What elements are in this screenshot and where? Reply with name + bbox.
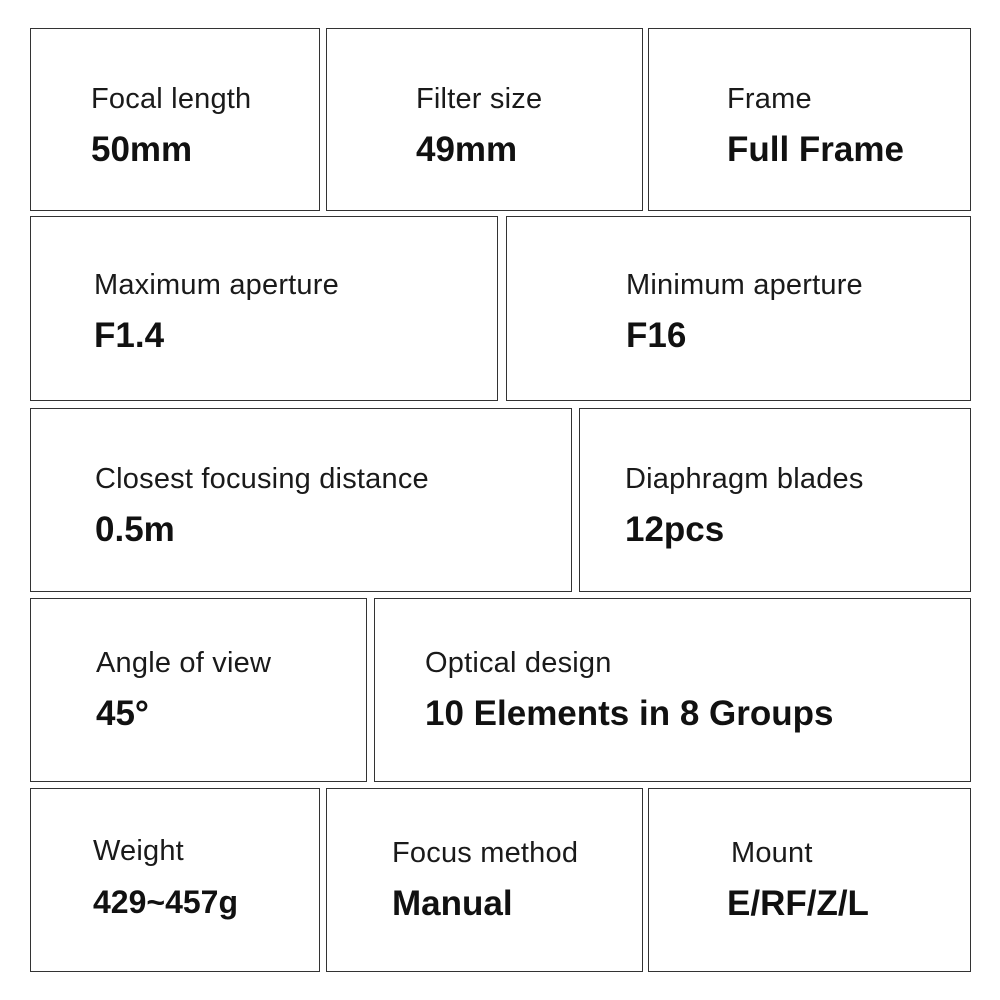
spec-label: Minimum aperture — [626, 269, 863, 301]
spec-label: Weight — [93, 835, 184, 867]
spec-label: Angle of view — [96, 647, 272, 679]
spec-value: 50mm — [91, 130, 193, 169]
spec-cell-max-aperture — [30, 216, 498, 401]
spec-value: F16 — [626, 316, 687, 355]
spec-value: 429~457g — [93, 884, 239, 920]
spec-cell-weight — [30, 788, 320, 972]
spec-value: 49mm — [416, 130, 518, 169]
spec-cell-focal-length — [30, 28, 320, 211]
spec-label: Mount — [731, 837, 813, 869]
spec-value: 12pcs — [625, 510, 725, 549]
spec-cell-diaphragm-blades — [579, 408, 971, 592]
spec-cell-angle-of-view — [30, 598, 367, 782]
spec-value: F1.4 — [94, 316, 165, 355]
spec-cell-closest-focus — [30, 408, 572, 592]
spec-value: Manual — [392, 884, 513, 923]
spec-value: 0.5m — [95, 510, 175, 549]
spec-value: 10 Elements in 8 Groups — [425, 694, 834, 733]
spec-label: Closest focusing distance — [95, 463, 429, 495]
spec-label: Focal length — [91, 83, 252, 115]
spec-label: Diaphragm blades — [625, 463, 864, 495]
spec-label: Frame — [727, 83, 812, 115]
spec-cell-filter-size — [326, 28, 643, 211]
spec-value: Full Frame — [727, 130, 904, 169]
spec-cell-frame — [648, 28, 971, 211]
spec-label: Filter size — [416, 83, 543, 115]
spec-cell-optical-design — [374, 598, 971, 782]
spec-label: Maximum aperture — [94, 269, 339, 301]
spec-cell-mount — [648, 788, 971, 972]
spec-cell-focus-method — [326, 788, 643, 972]
spec-cell-min-aperture — [506, 216, 971, 401]
spec-value: 45° — [96, 694, 149, 733]
spec-label: Focus method — [392, 837, 579, 869]
spec-value: E/RF/Z/L — [727, 884, 869, 923]
spec-label: Optical design — [425, 647, 612, 679]
